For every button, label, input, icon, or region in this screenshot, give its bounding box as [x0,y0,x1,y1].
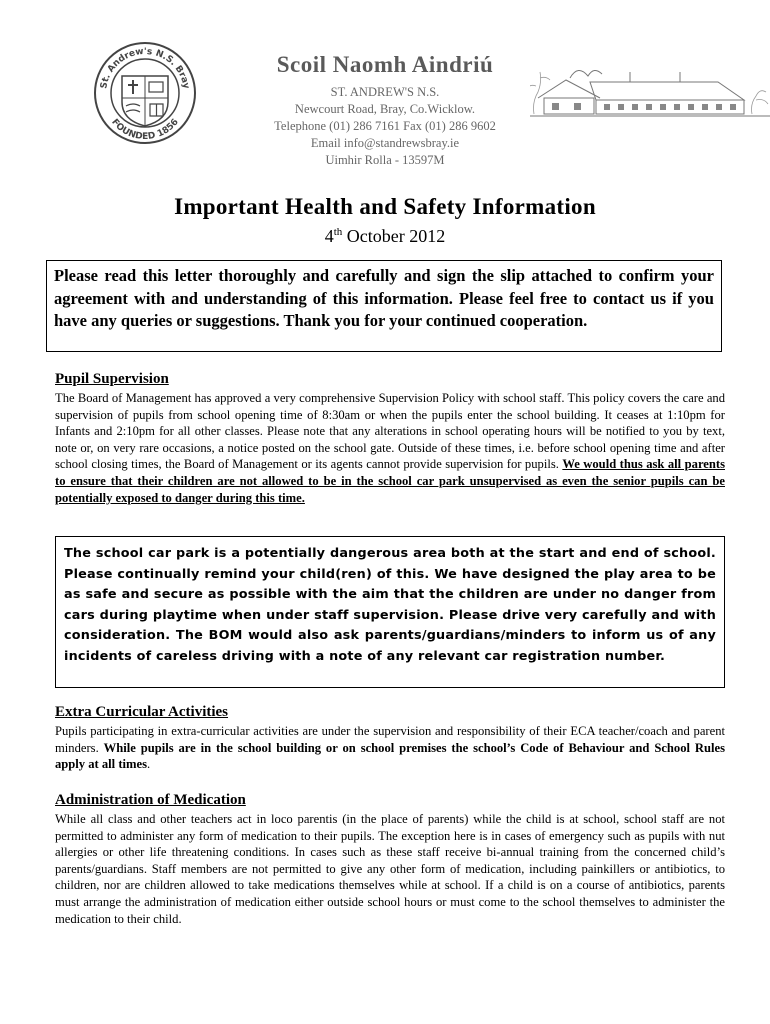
school-crest-logo [92,40,198,146]
document-date [0,226,770,247]
address-line: Newcourt Road, Bray, Co.Wicklow. [294,102,476,116]
pupil-supervision-paragraph [55,390,725,506]
extra-curricular-bold: While pupils are in the school building or on school premises the school’s Code of Behaviour and School Rules apply at all times [55,740,725,772]
pupil-supervision-heading: Pupil Supervision [55,371,169,387]
letterhead [0,0,770,175]
address-line: Email info@standrewsbray.ie [310,136,460,150]
extra-curricular-paragraph [55,723,725,773]
medication-paragraph: While all class and other teachers act in loco parentis (in the place of parents) while the child is at school, school staff are not permitted to administer any form of medication to their pupils. The exception here is in cases of emergency such as pupils with nut allergies or other life threatening conditions. In cases such as these staff receive bi-annual training from the concerned child’s parents/guardians. Staff members are not permitted to give any other form of medication, including painkillers or antibiotics, to children, nor are children allowed to take medications themselves while at school. If a child is on a course of antibiotics, parents must arrange the administration of medication either outside school hours or must come to the school themselves to administer the medication to their child. [55,812,725,926]
pupil-supervision-emphasis: We would thus ask all parents to ensure that their children are not allowed to be in the school car park unsupervised as even the senior pupils can be potentially exposed to danger during this time. [55,457,725,505]
school-name: Scoil Naomh Aindriú [276,52,494,77]
medication-heading: Administration of Medication [55,792,246,808]
extra-curricular-heading: Extra Curricular Activities [55,704,229,720]
school-building-sketch [530,58,770,120]
document-title: Important Health and Safety Information [174,194,596,219]
intro-notice-box: Please read this letter thoroughly and carefully and sign the slip attached to confirm your agreement with and understanding of this information. Please feel free to contact us if you have any queries or suggestions. Thank you for your continued cooperation. [46,260,722,352]
extra-curricular-end: . [147,757,151,772]
crest-ring-text-bottom: FOUNDED 1856 [109,117,181,143]
date-suffix: th [333,226,343,238]
address-line: ST. ANDREW'S N.S. [330,85,440,99]
date-rest: October 2012 [342,226,446,246]
address-line: Uimhir Rolla - 13597M [325,153,445,167]
crest-ring-text-top: St. Andrew's N.S. Bray [99,46,191,90]
pupil-supervision-text: The Board of Management has approved a very comprehensive Supervision Policy with school staff. This policy covers the care and supervision of pupils from school opening time of 8:30am or when the pupils enter the school building. It ceases at 1:10pm for Infants and 2:10pm for all other classes. Please note that any alterations in school operating hours will be notified to you by text, note or, on very rare occasions, a notice posted on the school gate. Outside of these times, i.e. before school opening time and after school closing times, the Board of Management or its agents cannot provide supervision for pupils. [55,391,725,472]
car-park-warning-box: The school car park is a potentially dangerous area both at the start and end of school. Please continually remind your child(ren) of this. We have designed the play area to be as safe and secure as possible with the aim that the children are under no danger from cars during playtime when under staff supervision. Please drive very carefully and with consideration. The BOM would also ask parents/guardians/minders to inform us of any incidents of careless driving with a note of any relevant car registration number. [55,536,725,688]
address-line: Telephone (01) 286 7161 Fax (01) 286 9602 [274,119,496,133]
date-day: 4 [324,226,334,246]
extra-curricular-text: Pupils participating in extra-curricular activities are under the supervision and responsibility of their ECA teacher/coach and parent minders. [55,724,725,755]
